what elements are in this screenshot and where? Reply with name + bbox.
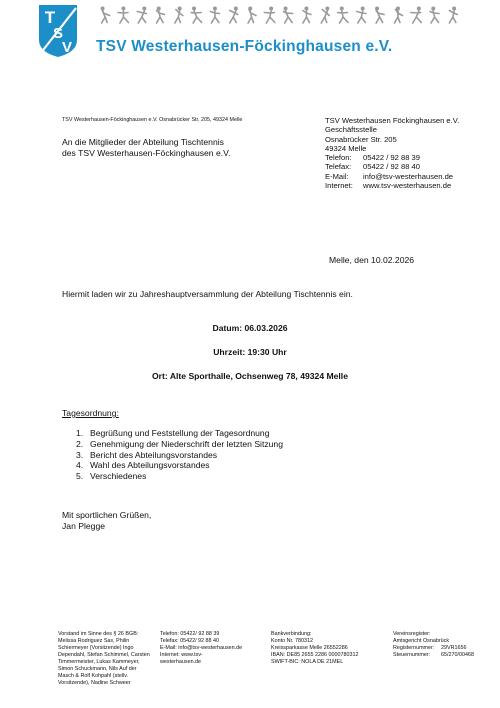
sport-figure-icon — [430, 7, 439, 24]
sport-figure-icon — [411, 7, 422, 24]
sport-figure-icon — [175, 7, 183, 24]
footer-line: Kreissparkasse Melle 26552286 — [271, 645, 348, 651]
agenda-title: Tagesordnung: — [62, 408, 119, 418]
sport-figure-icon — [284, 7, 293, 24]
footer-line: E-Mail: info@tsv-westerhausen.de — [160, 645, 243, 651]
footer-register — [393, 631, 498, 659]
sport-figure-icon — [264, 7, 275, 24]
svg-text:S: S — [52, 25, 64, 42]
sport-figure-icon — [449, 7, 457, 24]
footer-line: Telefon: 05422/ 92 88 39 — [160, 631, 220, 637]
office-email: E-Mail: info@tsv-westerhausen.de — [325, 171, 454, 181]
sport-figure-icon — [375, 7, 384, 24]
office-contact-block — [325, 116, 459, 190]
footer-line: Registernummer: 29VR1656 — [393, 645, 467, 651]
footer-line: Vorstand im Sinne des § 26 BGB: — [58, 631, 139, 637]
meeting-time: Uhrzeit: 19:30 Uhr — [213, 347, 287, 357]
intro-text: Hiermit laden wir zu Jahreshauptversammlung der Abteilung Tischtennis ein. — [62, 289, 353, 299]
sender-return-address: TSV Westerhausen-Föckinghausen e.V. Osnabrücker Str. 205, 49324 Melle — [62, 117, 243, 123]
footer-line: IBAN: DE85 2655 2286 0000780312 — [271, 652, 359, 658]
recipient-address — [62, 137, 230, 159]
sport-figure-icon — [357, 7, 366, 24]
sport-figure-icon — [230, 7, 238, 24]
office-phone: Telefon: 05422 / 92 88 39 — [325, 153, 421, 163]
sport-figure-icon — [210, 7, 219, 24]
agenda-item: 2. Genehmigung der Niederschrift der letzten Sitzung — [76, 438, 283, 449]
office-name: TSV Westerhausen Föckinghausen e.V. — [325, 116, 460, 125]
footer-line: Internet: www.tsv- — [160, 652, 203, 658]
sport-figure-icon — [157, 7, 165, 24]
sport-figure-icon — [248, 7, 256, 24]
office-fax: Telefax: 05422 / 92 88 40 — [325, 162, 421, 172]
sport-figure-icon — [338, 7, 349, 24]
footer-line: Melissa Rodriguez Sas, Philin Schiermeyer (Vorsitzende) Ingo Dependahl, Stefan Schimmel, Carsten Timmermeister, Lukas Kammeyer, Simon Schuckmann, Nils Auf der Masch & Rolf Kohpahl (stellv. Vorsitzende), Nadine Schweer — [58, 638, 150, 686]
meeting-place: Ort: Alte Sporthalle, Ochsenweg 78, 49324 Melle — [152, 371, 348, 381]
footer-line: Konto Nr. 780312 — [271, 638, 313, 644]
sport-figure-icon — [321, 7, 329, 24]
letter-date: Melle, den 10.02.2026 — [329, 255, 415, 265]
footer-contact — [160, 631, 260, 666]
signer-name: Jan Plegge — [62, 521, 106, 531]
footer-line: Steuernummer: 65/270/00468 — [393, 652, 474, 658]
agenda-list — [76, 428, 283, 482]
sports-pictograms-icon — [96, 5, 462, 25]
agenda-item: 4. Wahl des Abteilungsvorstandes — [76, 460, 210, 471]
office-unit: Geschäftsstelle — [325, 125, 377, 135]
footer-line: Telefax: 05422/ 92 88 40 — [160, 638, 220, 644]
footer-line: Bankverbindung: — [271, 631, 312, 637]
closing-greeting: Mit sportlichen Grüßen, — [62, 510, 152, 520]
sport-figure-icon — [303, 7, 311, 24]
sport-figure-icon — [394, 7, 402, 24]
meeting-date: Datum: 06.03.2026 — [212, 323, 288, 333]
recipient-line: An die Mitglieder der Abteilung Tischtennis — [62, 137, 224, 147]
recipient-line: des TSV Westerhausen-Föckinghausen e.V. — [62, 148, 231, 158]
footer-bank — [271, 631, 391, 666]
office-street: Osnabrücker Str. 205 — [325, 134, 397, 144]
footer-board — [58, 631, 150, 687]
club-name: TSV Westerhausen-Föckinghausen e.V. — [96, 38, 393, 55]
footer-line: Vereinsregister: — [393, 631, 431, 637]
footer-line: westerhausen.de — [160, 659, 202, 665]
footer-line: Amtsgericht Osnabrück — [393, 638, 450, 644]
sport-figure-icon — [191, 7, 202, 24]
sport-figure-icon — [101, 7, 110, 24]
office-city: 49324 Melle — [325, 143, 367, 153]
sport-figure-icon — [137, 7, 146, 24]
office-web: Internet: www.tsv-westerhausen.de — [325, 181, 452, 191]
sport-figure-icon — [118, 7, 129, 24]
tsv-logo — [38, 4, 78, 58]
svg-text:V: V — [61, 39, 73, 56]
agenda-item: 1. Begrüßung und Feststellung der Tagesordnung — [76, 428, 270, 438]
closing — [62, 510, 151, 532]
footer-line: SWIFT-BIC: NOLA DE 21MEL — [271, 659, 344, 665]
svg-text:T: T — [44, 8, 56, 27]
agenda-item: 5. Verschiedenes — [76, 471, 147, 482]
agenda-item: 3. Bericht des Abteilungsvorstandes — [76, 449, 218, 460]
